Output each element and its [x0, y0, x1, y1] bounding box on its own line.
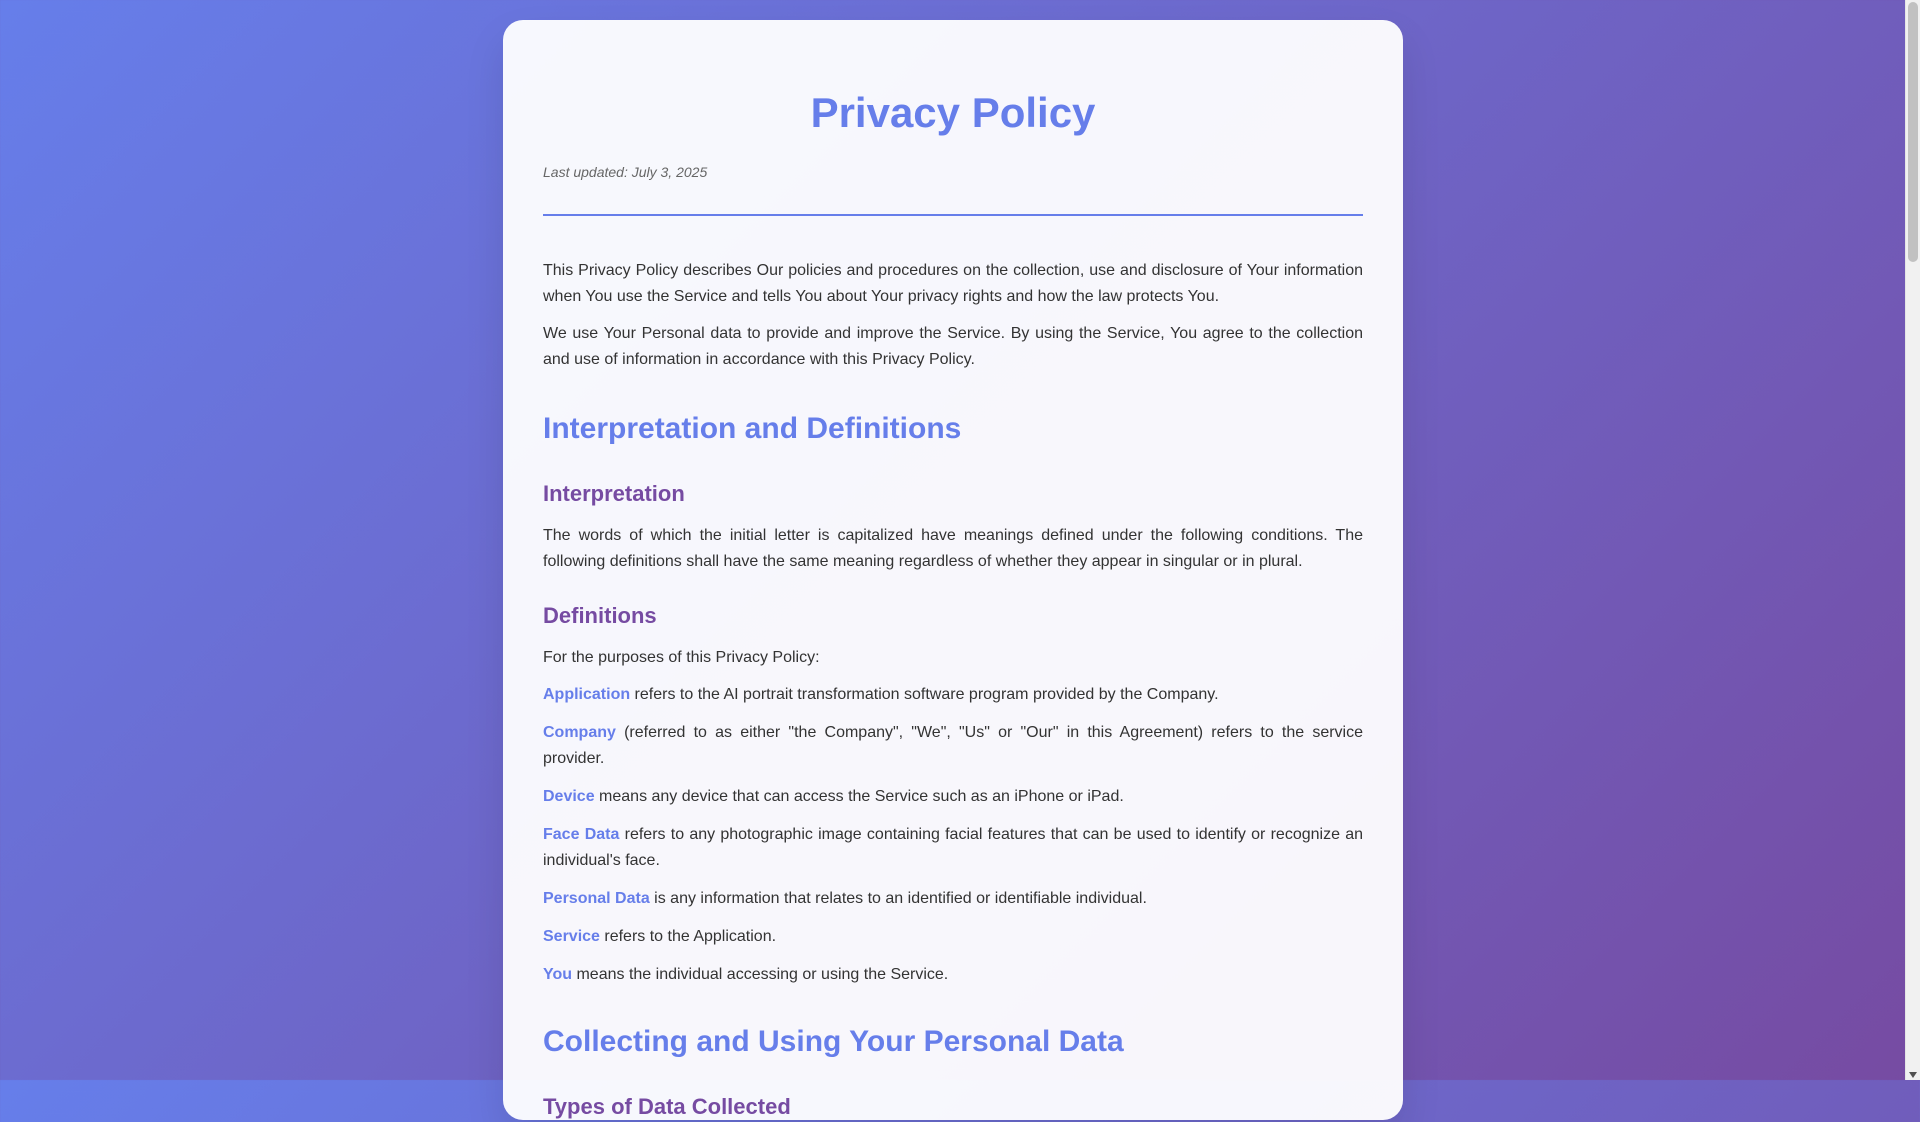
intro-paragraph-1: This Privacy Policy describes Our policies and procedures on the collection, use and disclosure of Your information when You use the Service and tells You about Your privacy rights and how the law protects You. — [543, 262, 1363, 305]
definition-term: Device — [543, 788, 595, 805]
last-updated-date: Last updated: July 3, 2025 — [543, 164, 708, 180]
definition-item — [543, 924, 1363, 950]
definition-text: refers to any photographic image containing facial features that can be used to identify or recognize an individual's face. — [543, 826, 1364, 869]
definition-term: Company — [543, 724, 616, 741]
subheading-definitions: Definitions — [543, 603, 657, 628]
definition-text: is any information that relates to an identified or identifiable individual. — [649, 890, 1147, 907]
definition-item — [543, 822, 1363, 874]
interpretation-text: The words of which the initial letter is capitalized have meanings defined under the following conditions. The following definitions shall have the same meaning regardless of whether they appear in singular or in plural. — [543, 527, 1363, 570]
section-heading-interpretation-definitions: Interpretation and Definitions — [543, 412, 962, 445]
definition-text: means the individual accessing or using the Service. — [572, 966, 949, 983]
page-title: Privacy Policy — [810, 89, 1096, 136]
definition-text: means any device that can access the Service such as an iPhone or iPad. — [594, 788, 1124, 805]
definition-term: Application — [543, 686, 631, 703]
definition-term: Service — [543, 928, 600, 945]
scroll-down-arrow-icon[interactable] — [1909, 1072, 1917, 1078]
definition-term: Personal Data — [543, 890, 650, 907]
definition-item — [543, 784, 1363, 810]
subheading-types-of-data: Types of Data Collected — [543, 1094, 791, 1119]
subheading-interpretation: Interpretation — [543, 481, 685, 506]
intro-section — [543, 258, 1363, 373]
definition-text: (referred to as either "the Company", "We", "Us" or "Our" in this Agreement) refers to the service provider. — [543, 724, 1363, 767]
vertical-scrollbar[interactable] — [1905, 0, 1920, 1080]
definition-item — [543, 962, 1363, 988]
policy-card — [503, 20, 1403, 1120]
definition-item — [543, 886, 1363, 912]
scrollbar-thumb[interactable] — [1908, 2, 1918, 262]
header-divider — [543, 214, 1363, 216]
intro-paragraph-2: We use Your Personal data to provide and improve the Service. By using the Service, You agree to the collection and use of information in accordance with this Privacy Policy. — [543, 325, 1363, 368]
definition-text: refers to the Application. — [599, 928, 777, 945]
definition-item — [543, 720, 1363, 772]
definition-term: Face Data — [543, 826, 620, 843]
definition-text: refers to the AI portrait transformation software program provided by the Company. — [630, 686, 1219, 703]
definition-term: You — [543, 966, 573, 983]
definitions-lead: For the purposes of this Privacy Policy: — [543, 649, 820, 666]
definition-item — [543, 682, 1363, 708]
section-heading-collecting-data: Collecting and Using Your Personal Data — [543, 1025, 1124, 1058]
